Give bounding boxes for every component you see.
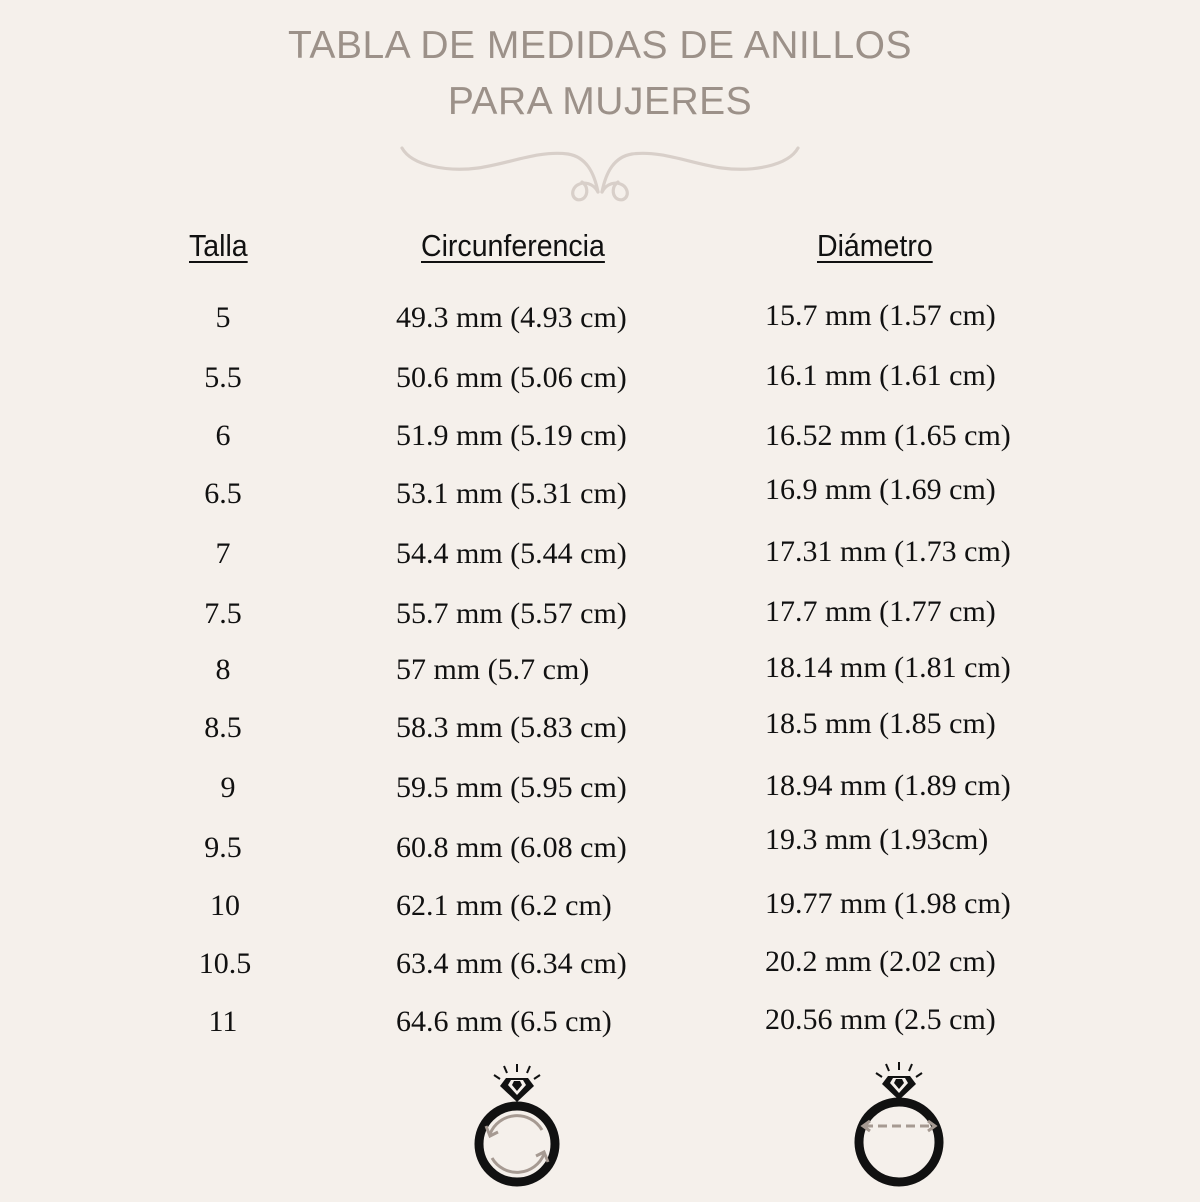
diameter-value: 19.77 mm (1.98 cm) (765, 887, 1011, 920)
diameter-value: 15.7 mm (1.57 cm) (765, 299, 996, 332)
size-value: 11 (208, 1005, 238, 1038)
circumference-value: 60.8 mm (6.08 cm) (396, 831, 627, 864)
diameter-value: 19.3 mm (1.93cm) (765, 823, 989, 856)
size-value: 5 (215, 301, 231, 334)
size-value: 5.5 (204, 361, 242, 394)
circumference-value: 55.7 mm (5.57 cm) (396, 597, 627, 630)
circumference-value: 49.3 mm (4.93 cm) (396, 301, 627, 334)
page-title-line-1: TABLA DE MEDIDAS DE ANILLOS (288, 24, 912, 67)
size-value: 6.5 (204, 477, 242, 510)
circumference-value: 54.4 mm (5.44 cm) (396, 537, 627, 570)
diameter-value: 17.7 mm (1.77 cm) (765, 595, 996, 628)
size-value: 6 (215, 419, 231, 452)
size-value: 7 (215, 537, 231, 570)
size-value: 10 (210, 889, 240, 922)
diameter-value: 18.5 mm (1.85 cm) (765, 707, 996, 740)
size-value: 9 (220, 771, 236, 804)
circumference-value: 64.6 mm (6.5 cm) (396, 1005, 612, 1038)
diameter-value: 18.94 mm (1.89 cm) (765, 769, 1011, 802)
size-value: 7.5 (204, 597, 242, 630)
diameter-value: 20.56 mm (2.5 cm) (765, 1003, 996, 1036)
column-header-circumference: Circunferencia (421, 228, 605, 263)
circumference-value: 62.1 mm (6.2 cm) (396, 889, 612, 922)
column-header-size: Talla (189, 228, 248, 263)
size-value: 8 (215, 653, 231, 686)
circumference-value: 50.6 mm (5.06 cm) (396, 361, 627, 394)
circumference-value: 58.3 mm (5.83 cm) (396, 711, 627, 744)
size-value: 10.5 (198, 947, 252, 980)
diameter-value: 18.14 mm (1.81 cm) (765, 651, 1011, 684)
diameter-value: 16.1 mm (1.61 cm) (765, 359, 996, 392)
diameter-value: 20.2 mm (2.02 cm) (765, 945, 996, 978)
circumference-value: 57 mm (5.7 cm) (396, 653, 590, 686)
diameter-value: 16.52 mm (1.65 cm) (765, 419, 1011, 452)
circumference-value: 59.5 mm (5.95 cm) (396, 771, 627, 804)
page-title-line-2: PARA MUJERES (447, 80, 753, 123)
flourish-divider-icon (398, 142, 802, 212)
circumference-value: 51.9 mm (5.19 cm) (396, 419, 627, 452)
column-header-diameter: Diámetro (817, 228, 933, 263)
size-value: 8.5 (204, 711, 242, 744)
diameter-value: 17.31 mm (1.73 cm) (765, 535, 1011, 568)
diameter-value: 16.9 mm (1.69 cm) (765, 473, 996, 506)
circumference-value: 63.4 mm (6.34 cm) (396, 947, 627, 980)
size-value: 9.5 (204, 831, 242, 864)
circumference-value: 53.1 mm (5.31 cm) (396, 477, 627, 510)
ring-diameter-icon (844, 1060, 954, 1200)
ring-circumference-icon (462, 1062, 572, 1202)
